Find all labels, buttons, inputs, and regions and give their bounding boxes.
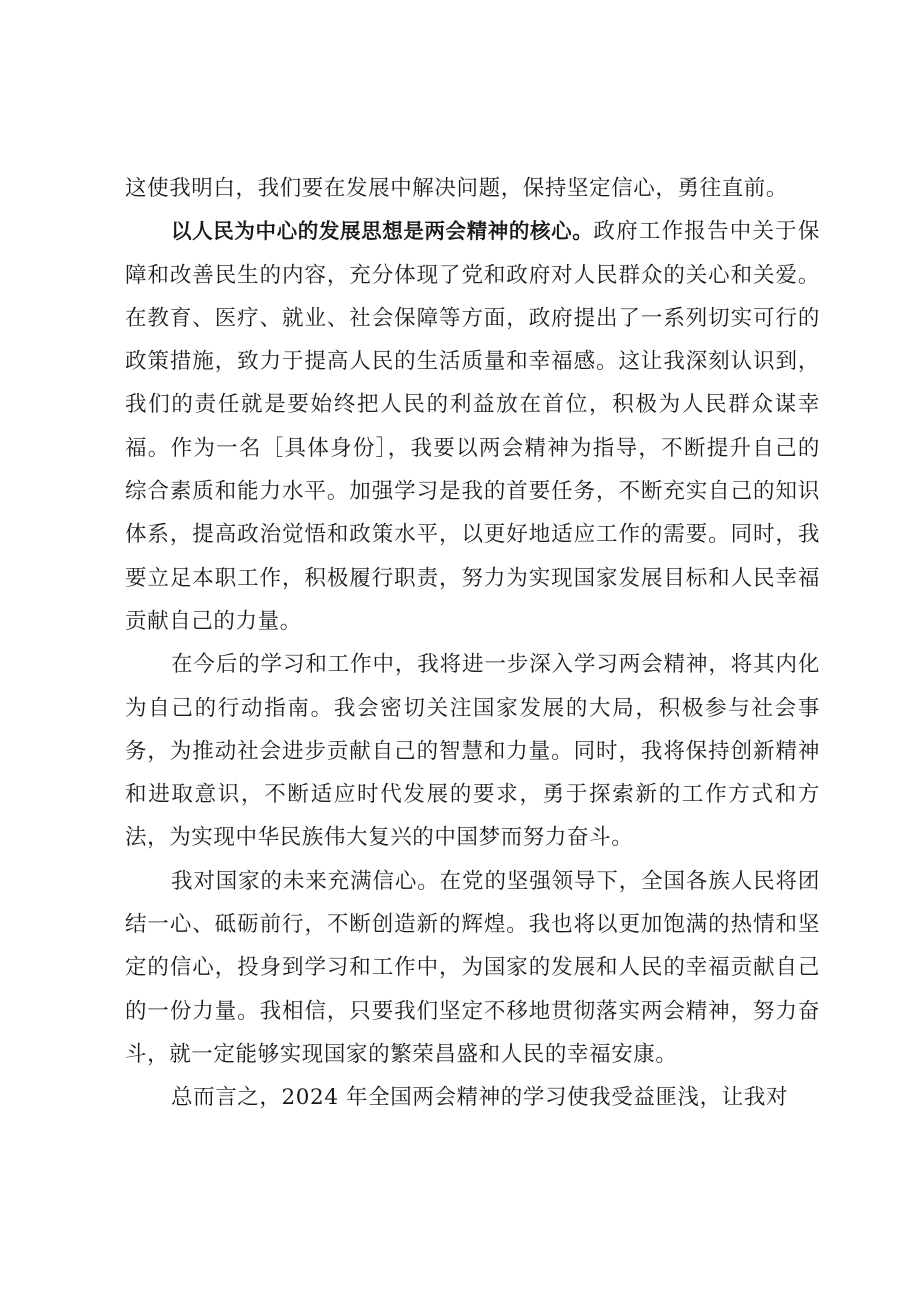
- paragraph-future-study: [125, 643, 820, 859]
- paragraph-text: 这使我明白，我们要在发展中解决问题，保持坚定信心，勇往直前。: [125, 176, 789, 201]
- paragraph-lead-sentence: 以人民为中心的发展思想是两会精神的核心。: [171, 219, 594, 244]
- paragraph-continuation: [125, 167, 820, 210]
- paragraph-text: 在今后的学习和工作中，我将进一步深入学习两会精神，将其内化为自己的行动指南。我会密切关注国家发展的大局，积极参与社会事务，为推动社会进步贡献自己的智慧和力量。同时，我将保持创新精神和进取意识，不断适应时代发展的要求，勇于探索新的工作方式和方法，为实现中华民族伟大复兴的中国梦而努力奋斗。: [125, 652, 820, 851]
- paragraph-text: 总而言之，2024 年全国两会精神的学习使我受益匪浅，让我对: [171, 1085, 789, 1111]
- paragraph-confidence: [125, 860, 820, 1076]
- paragraph-text: 我对国家的未来充满信心。在党的坚强领导下，全国各族人民将团结一心、砥砺前行，不断创造新的辉煌。我也将以更加饱满的热情和坚定的信心，投身到学习和工作中，为国家的发展和人民的幸福贡献自己的一份力量。我相信，只要我们坚定不移地贯彻落实两会精神，努力奋斗，就一定能够实现国家的繁荣昌盛和人民的幸福安康。: [125, 868, 820, 1067]
- document-body: [125, 167, 820, 1120]
- paragraph-text: 政府工作报告中关于保障和改善民生的内容，充分体现了党和政府对人民群众的关心和关爱。在教育、医疗、就业、社会保障等方面，政府提出了一系列切实可行的政策措施，致力于提高人民的生活质量和幸福感。这让我深刻认识到，我们的责任就是要始终把人民的利益放在首位，积极为人民群众谋幸福。作为一名［具体身份］，我要以两会精神为指导，不断提升自己的综合素质和能力水平。加强学习是我的首要任务，不断充实自己的知识体系，提高政治觉悟和政策水平，以更好地适应工作的需要。同时，我要立足本职工作，积极履行职责，努力为实现国家发展目标和人民幸福贡献自己的力量。: [125, 219, 820, 634]
- paragraph-conclusion: [125, 1076, 820, 1119]
- paragraph-people-centered: [125, 210, 820, 643]
